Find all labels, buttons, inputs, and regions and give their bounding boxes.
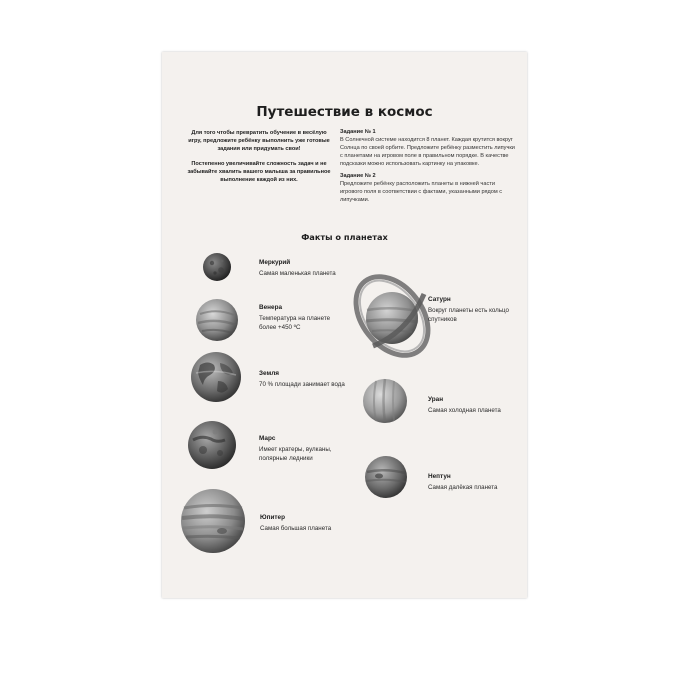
uranus-image xyxy=(362,378,408,424)
earth-fact: 70 % площади занимает вода xyxy=(259,381,345,388)
venus-image xyxy=(195,298,239,342)
venus-fact-line-1: Температура на планете xyxy=(259,315,331,322)
saturn-fact-line-2: спутников xyxy=(428,316,457,323)
earth-name: Земля xyxy=(259,370,279,377)
task-2-text: Предложите ребёнку расположить планеты в нижней части игрового поля в соответствии с фактами, указанными рядом с липучками. xyxy=(340,181,503,203)
neptune-image xyxy=(364,455,408,499)
saturn-image xyxy=(350,274,434,358)
jupiter-image xyxy=(180,488,246,554)
instruction-sheet xyxy=(162,52,527,598)
earth-image xyxy=(190,351,242,403)
mercury-name: Меркурий xyxy=(259,259,291,266)
task-1-text: В Солнечной системе находится 8 планет. Каждая крутится вокруг Солнца по своей орбите. Предложите ребёнку разместить липучки с планетами на игровом поле в правильном порядке. В качестве подсказки можно использовать картинку на упаковке. xyxy=(340,137,515,167)
tasks-block xyxy=(340,128,518,208)
neptune-name: Нептун xyxy=(428,473,451,480)
intro-paragraph-2: Постепенно увеличивайте сложность задач и не забывайте хвалить вашего малыша за правильное выполнение каждой из них. xyxy=(187,161,331,183)
mercury-fact: Самая маленькая планета xyxy=(259,270,336,277)
mars-name: Марс xyxy=(259,435,276,442)
intro-paragraph-1: Для того чтобы превратить обучение в весёлую игру, предложите ребёнку выполнить уже готовые задания или придумать свои! xyxy=(188,130,330,152)
mars-fact-line-2: полярные ледники xyxy=(259,455,313,462)
facts-title: Факты о планетах xyxy=(301,232,388,242)
task-2-heading: Задание № 2 xyxy=(340,173,376,179)
mars-image xyxy=(187,420,237,470)
jupiter-fact: Самая большая планета xyxy=(260,525,332,532)
venus-name: Венера xyxy=(259,304,283,311)
saturn-fact-line-1: Вокруг планеты есть кольцо xyxy=(428,307,509,314)
page-title: Путешествие в космос xyxy=(256,104,433,120)
intro-text xyxy=(186,129,332,191)
mars-fact-line-1: Имеет кратеры, вулканы, xyxy=(259,446,332,453)
uranus-name: Уран xyxy=(428,396,444,403)
jupiter-name: Юпитер xyxy=(260,514,285,521)
venus-fact-line-2: более +450 ºС xyxy=(259,324,301,331)
saturn-name: Сатурн xyxy=(428,296,451,303)
mercury-image xyxy=(202,252,232,282)
uranus-fact: Самая холодная планета xyxy=(428,407,501,414)
neptune-fact: Самая далёкая планета xyxy=(428,484,498,491)
task-1-heading: Задание № 1 xyxy=(340,129,376,135)
